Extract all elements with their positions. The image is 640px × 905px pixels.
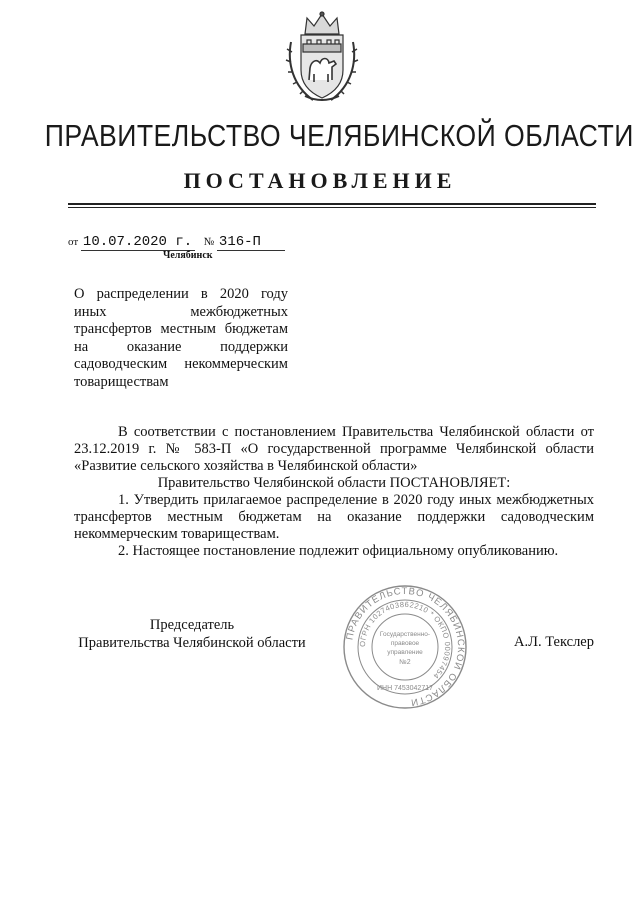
official-seal-stamp: [342, 584, 468, 710]
document-type-title: ПОСТАНОВЛЕНИЕ: [183, 168, 457, 193]
header-rule-thin: [68, 207, 596, 208]
signatory-position: [74, 616, 310, 652]
from-label: от: [68, 236, 79, 248]
svg-text:ИНН 7453042717: ИНН 7453042717: [376, 685, 434, 692]
document-meta-line: [68, 234, 285, 251]
item-1-paragraph: 1. Утвердить прилагаемое распределение в 2020 году иных межбюджетных трансфертов местным бюджетам на оказание поддержки садоводческим некоммерческим товариществам.: [74, 492, 594, 542]
coat-of-arms-emblem: [283, 8, 361, 108]
header-rule-thick: [68, 203, 596, 205]
svg-text:ПРАВИТЕЛЬСТВО ЧЕЛЯБИНСКОЙ ОБЛА: ПРАВИТЕЛЬСТВО ЧЕЛЯБИНСКОЙ ОБЛАСТИ: [344, 585, 467, 708]
svg-text:правовое: правовое: [390, 640, 420, 647]
signatory-name: А.Л. Текслер: [514, 634, 594, 650]
position-line-2: Правительства Челябинской области: [78, 635, 306, 651]
number-label: №: [203, 236, 215, 248]
resolves-line: Правительство Челябинской области ПОСТАНОВЛЯЕТ:: [157, 475, 511, 491]
svg-text:Государственно-: Государственно-: [379, 631, 431, 638]
item-2-paragraph: 2. Настоящее постановление подлежит официальному опубликованию.: [118, 543, 559, 559]
document-city: Челябинск: [163, 250, 213, 261]
document-body: [74, 424, 594, 560]
preamble-paragraph: В соответствии с постановлением Правительства Челябинской области от 23.12.2019 г. № 583-П «О государственной программе Челябинской области «Развитие сельского хозяйства в Челябинской области»: [74, 424, 594, 474]
svg-text:№2: №2: [399, 659, 411, 666]
document-number: 316-П: [217, 234, 285, 251]
position-line-1: Председатель: [149, 617, 235, 633]
government-title: ПРАВИТЕЛЬСТВО ЧЕЛЯБИНСКОЙ ОБЛАСТИ: [44, 118, 634, 153]
document-subject: О распределении в 2020 году иных межбюджетных трансфертов местным бюджетам на оказание поддержки садоводческим некоммерческим товариществам: [74, 286, 288, 390]
document-date: 10.07.2020 г.: [81, 234, 195, 251]
svg-text:управление: управление: [387, 649, 423, 656]
svg-text:ОГРН 1027403862210 * ОКПО 0009: ОГРН 1027403862210 * ОКПО 00097454: [357, 599, 453, 681]
